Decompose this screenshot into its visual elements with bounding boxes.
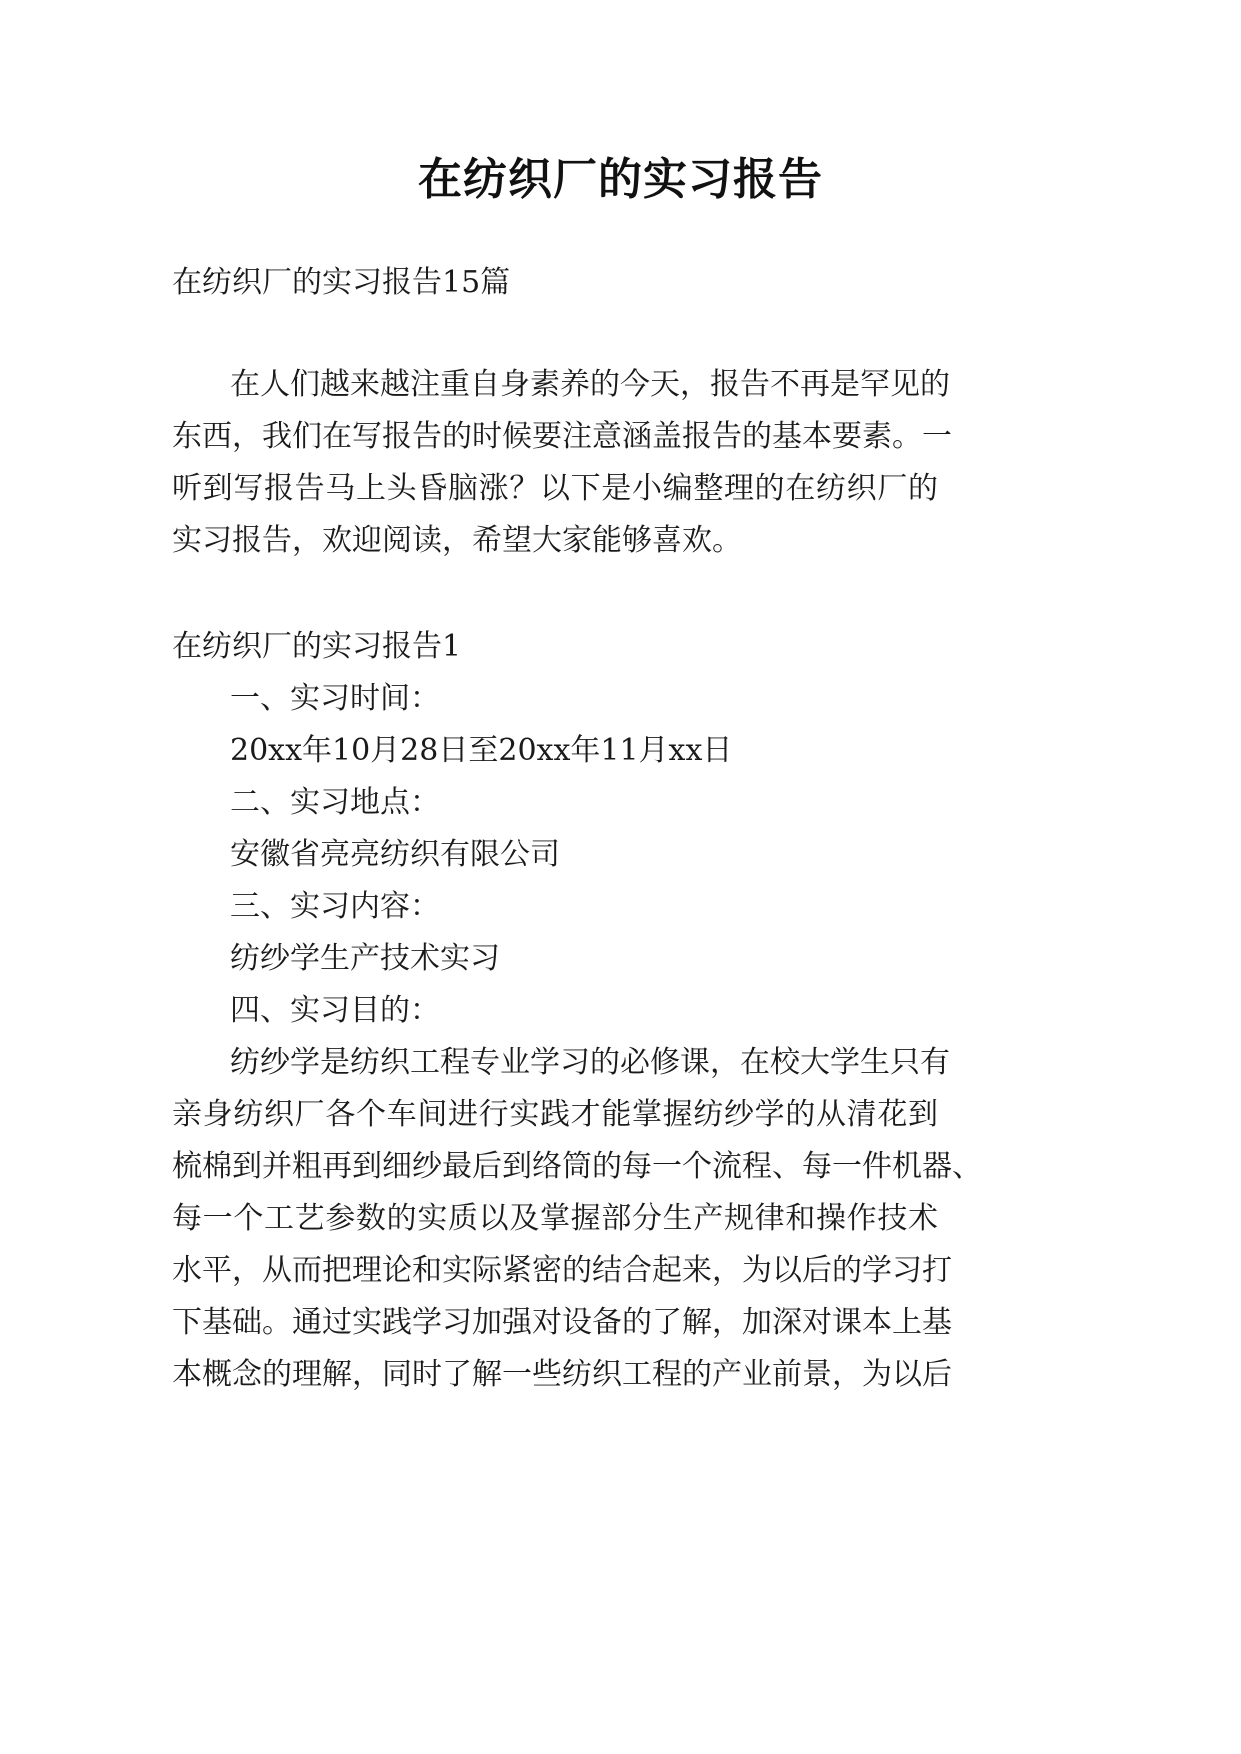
purpose-line-3: 梳棉到并粗再到细纱最后到络筒的每一个流程、每一件机器、 (172, 1149, 982, 1184)
time-label: 一、实习时间： (230, 681, 440, 716)
document-title: 在纺织厂的实习报告 (418, 154, 823, 205)
purpose-line-7: 本概念的理解，同时了解一些纺织工程的产业前景，为以后 (172, 1357, 952, 1392)
place-label: 二、实习地点： (230, 785, 440, 820)
place-value: 安徽省亮亮纺织有限公司 (230, 837, 560, 872)
content-label: 三、实习内容： (230, 889, 440, 924)
purpose-line-1: 纺纱学是纺织工程专业学习的必修课，在校大学生只有 (230, 1045, 950, 1080)
section-heading: 在纺织厂的实习报告1 (172, 629, 462, 664)
purpose-line-2: 亲身纺织厂各个车间进行实践才能掌握纺纱学的从清花到 (172, 1097, 938, 1132)
purpose-line-4: 每一个工艺参数的实质以及掌握部分生产规律和操作技术 (172, 1201, 938, 1236)
purpose-line-6: 下基础。通过实践学习加强对设备的了解，加深对课本上基 (172, 1305, 952, 1340)
intro-line-4: 实习报告，欢迎阅读，希望大家能够喜欢。 (172, 523, 742, 558)
time-value: 20xx年10月28日至20xx年11月xx日 (230, 733, 733, 768)
intro-line-1: 在人们越来越注重自身素养的今天，报告不再是罕见的 (230, 367, 950, 402)
intro-line-3: 听到写报告马上头昏脑涨？以下是小编整理的在纺织厂的 (172, 471, 938, 506)
intro-line-2: 东西，我们在写报告的时候要注意涵盖报告的基本要素。一 (172, 419, 952, 454)
purpose-line-5: 水平，从而把理论和实际紧密的结合起来，为以后的学习打 (172, 1253, 952, 1288)
purpose-label: 四、实习目的： (230, 993, 440, 1028)
document-subtitle: 在纺织厂的实习报告15篇 (172, 265, 511, 300)
content-value: 纺纱学生产技术实习 (230, 941, 500, 976)
